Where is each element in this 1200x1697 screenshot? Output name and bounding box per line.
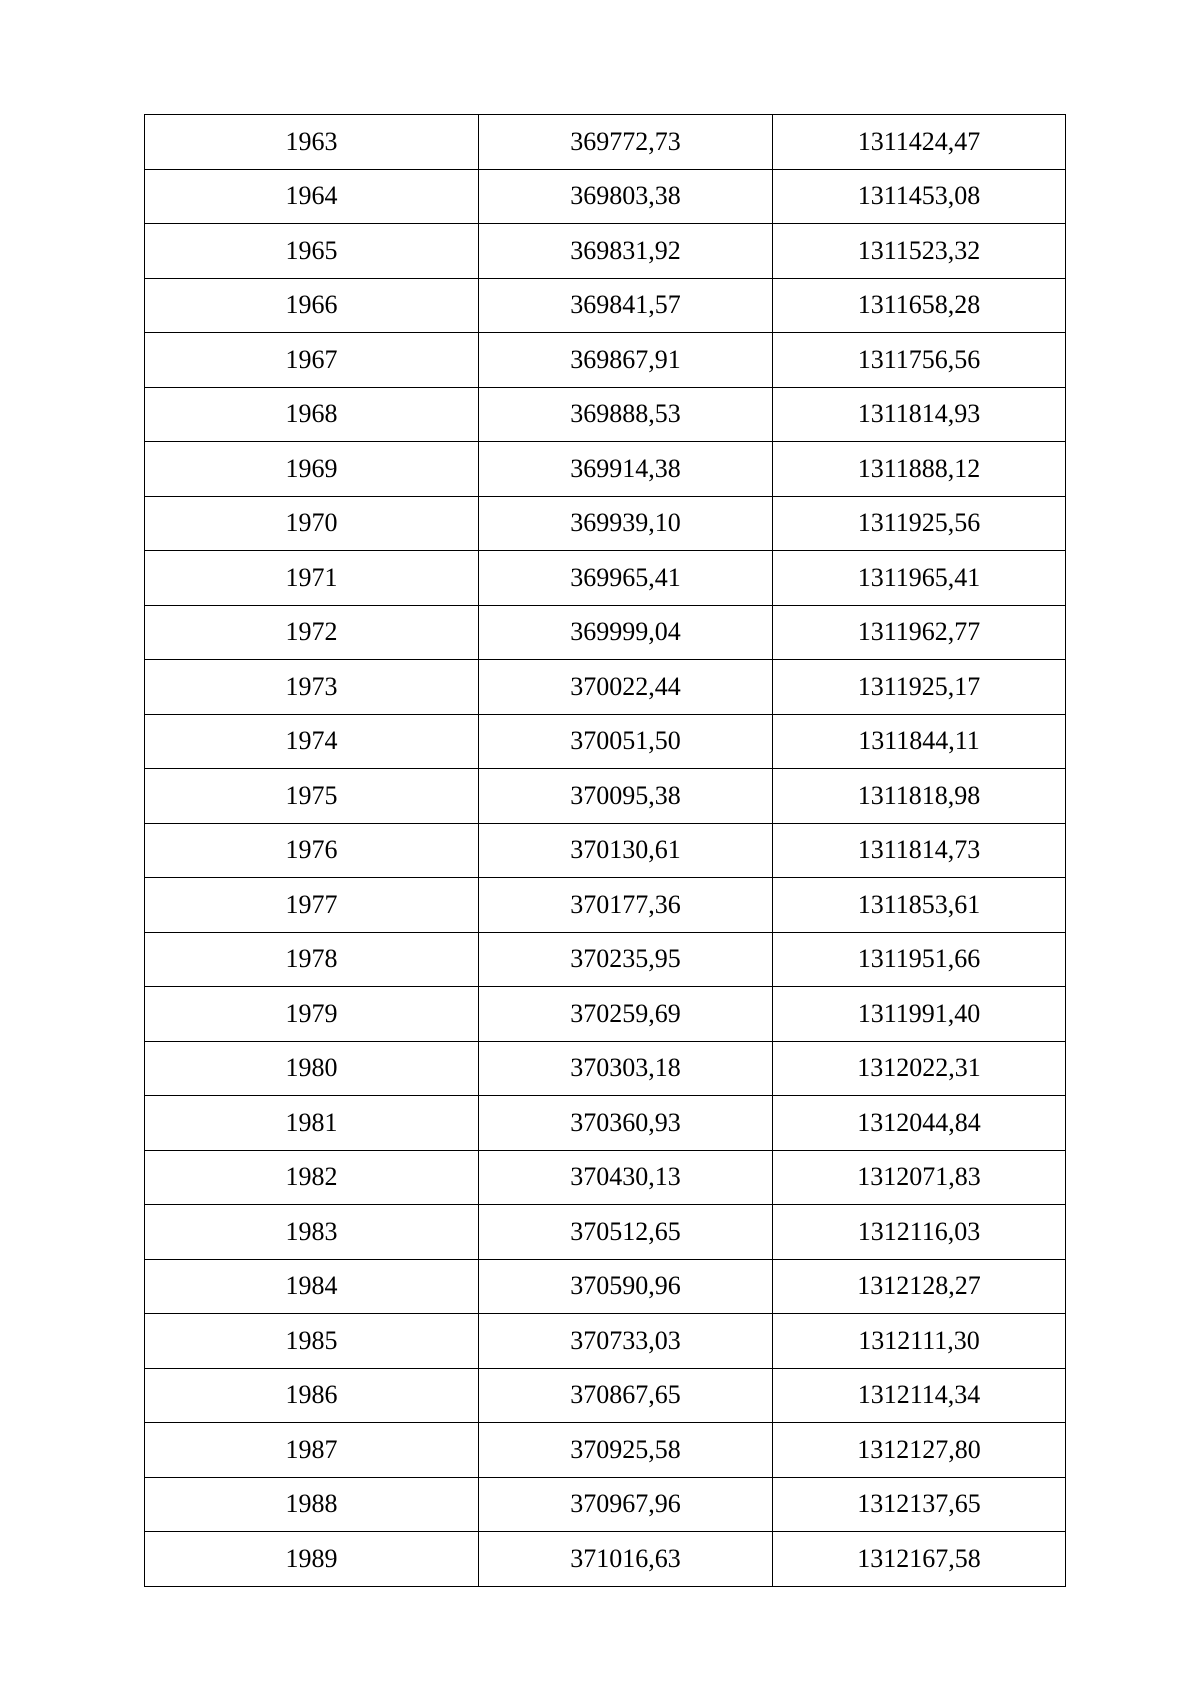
table-row — [145, 823, 1066, 878]
table-row — [145, 1423, 1066, 1478]
point-number-cell: 1964 — [145, 169, 479, 224]
y-coordinate-cell: 1311814,93 — [773, 387, 1066, 442]
y-coordinate-cell: 1311814,73 — [773, 823, 1066, 878]
table-row — [145, 1532, 1066, 1587]
x-coordinate-cell: 370303,18 — [479, 1041, 773, 1096]
table-row — [145, 224, 1066, 279]
y-coordinate-cell: 1311888,12 — [773, 442, 1066, 497]
x-coordinate-cell: 370967,96 — [479, 1477, 773, 1532]
y-coordinate-cell: 1312127,80 — [773, 1423, 1066, 1478]
point-number-cell: 1988 — [145, 1477, 479, 1532]
table-row — [145, 1096, 1066, 1151]
y-coordinate-cell: 1311965,41 — [773, 551, 1066, 606]
point-number-cell: 1975 — [145, 769, 479, 824]
table-row — [145, 932, 1066, 987]
table-body — [145, 115, 1066, 1587]
y-coordinate-cell: 1311658,28 — [773, 278, 1066, 333]
point-number-cell: 1965 — [145, 224, 479, 279]
point-number-cell: 1980 — [145, 1041, 479, 1096]
table-row — [145, 1205, 1066, 1260]
x-coordinate-cell: 370360,93 — [479, 1096, 773, 1151]
table-row — [145, 1150, 1066, 1205]
point-number-cell: 1986 — [145, 1368, 479, 1423]
point-number-cell: 1972 — [145, 605, 479, 660]
table-row — [145, 115, 1066, 170]
point-number-cell: 1963 — [145, 115, 479, 170]
coordinates-table — [144, 114, 1066, 1587]
table-row — [145, 1041, 1066, 1096]
point-number-cell: 1966 — [145, 278, 479, 333]
x-coordinate-cell: 369939,10 — [479, 496, 773, 551]
point-number-cell: 1973 — [145, 660, 479, 715]
x-coordinate-cell: 369965,41 — [479, 551, 773, 606]
point-number-cell: 1979 — [145, 987, 479, 1042]
point-number-cell: 1978 — [145, 932, 479, 987]
y-coordinate-cell: 1312167,58 — [773, 1532, 1066, 1587]
point-number-cell: 1969 — [145, 442, 479, 497]
y-coordinate-cell: 1311925,17 — [773, 660, 1066, 715]
point-number-cell: 1981 — [145, 1096, 479, 1151]
x-coordinate-cell: 370259,69 — [479, 987, 773, 1042]
point-number-cell: 1982 — [145, 1150, 479, 1205]
x-coordinate-cell: 369999,04 — [479, 605, 773, 660]
x-coordinate-cell: 370051,50 — [479, 714, 773, 769]
y-coordinate-cell: 1311523,32 — [773, 224, 1066, 279]
x-coordinate-cell: 369841,57 — [479, 278, 773, 333]
y-coordinate-cell: 1312114,34 — [773, 1368, 1066, 1423]
y-coordinate-cell: 1311925,56 — [773, 496, 1066, 551]
table-row — [145, 987, 1066, 1042]
table-row — [145, 878, 1066, 933]
x-coordinate-cell: 369888,53 — [479, 387, 773, 442]
x-coordinate-cell: 370022,44 — [479, 660, 773, 715]
y-coordinate-cell: 1312071,83 — [773, 1150, 1066, 1205]
x-coordinate-cell: 370235,95 — [479, 932, 773, 987]
y-coordinate-cell: 1312044,84 — [773, 1096, 1066, 1151]
x-coordinate-cell: 369772,73 — [479, 115, 773, 170]
x-coordinate-cell: 370095,38 — [479, 769, 773, 824]
point-number-cell: 1968 — [145, 387, 479, 442]
point-number-cell: 1985 — [145, 1314, 479, 1369]
table-row — [145, 1259, 1066, 1314]
y-coordinate-cell: 1312128,27 — [773, 1259, 1066, 1314]
x-coordinate-cell: 370925,58 — [479, 1423, 773, 1478]
table-row — [145, 1314, 1066, 1369]
table-row — [145, 660, 1066, 715]
table-row — [145, 442, 1066, 497]
table-row — [145, 333, 1066, 388]
table-row — [145, 278, 1066, 333]
point-number-cell: 1967 — [145, 333, 479, 388]
point-number-cell: 1976 — [145, 823, 479, 878]
x-coordinate-cell: 369914,38 — [479, 442, 773, 497]
x-coordinate-cell: 371016,63 — [479, 1532, 773, 1587]
y-coordinate-cell: 1312137,65 — [773, 1477, 1066, 1532]
point-number-cell: 1977 — [145, 878, 479, 933]
x-coordinate-cell: 370130,61 — [479, 823, 773, 878]
y-coordinate-cell: 1312022,31 — [773, 1041, 1066, 1096]
x-coordinate-cell: 370733,03 — [479, 1314, 773, 1369]
point-number-cell: 1974 — [145, 714, 479, 769]
table-row — [145, 714, 1066, 769]
point-number-cell: 1984 — [145, 1259, 479, 1314]
y-coordinate-cell: 1311453,08 — [773, 169, 1066, 224]
table-row — [145, 496, 1066, 551]
point-number-cell: 1987 — [145, 1423, 479, 1478]
y-coordinate-cell: 1311951,66 — [773, 932, 1066, 987]
x-coordinate-cell: 369867,91 — [479, 333, 773, 388]
table-row — [145, 551, 1066, 606]
y-coordinate-cell: 1312111,30 — [773, 1314, 1066, 1369]
y-coordinate-cell: 1311844,11 — [773, 714, 1066, 769]
x-coordinate-cell: 370590,96 — [479, 1259, 773, 1314]
table-row — [145, 387, 1066, 442]
x-coordinate-cell: 370430,13 — [479, 1150, 773, 1205]
table-row — [145, 169, 1066, 224]
table-row — [145, 1477, 1066, 1532]
y-coordinate-cell: 1311756,56 — [773, 333, 1066, 388]
y-coordinate-cell: 1311991,40 — [773, 987, 1066, 1042]
point-number-cell: 1970 — [145, 496, 479, 551]
y-coordinate-cell: 1311424,47 — [773, 115, 1066, 170]
point-number-cell: 1983 — [145, 1205, 479, 1260]
x-coordinate-cell: 370512,65 — [479, 1205, 773, 1260]
table-row — [145, 605, 1066, 660]
y-coordinate-cell: 1311853,61 — [773, 878, 1066, 933]
x-coordinate-cell: 370867,65 — [479, 1368, 773, 1423]
x-coordinate-cell: 369831,92 — [479, 224, 773, 279]
y-coordinate-cell: 1311818,98 — [773, 769, 1066, 824]
y-coordinate-cell: 1312116,03 — [773, 1205, 1066, 1260]
x-coordinate-cell: 370177,36 — [479, 878, 773, 933]
table-row — [145, 1368, 1066, 1423]
y-coordinate-cell: 1311962,77 — [773, 605, 1066, 660]
table-row — [145, 769, 1066, 824]
point-number-cell: 1971 — [145, 551, 479, 606]
point-number-cell: 1989 — [145, 1532, 479, 1587]
x-coordinate-cell: 369803,38 — [479, 169, 773, 224]
